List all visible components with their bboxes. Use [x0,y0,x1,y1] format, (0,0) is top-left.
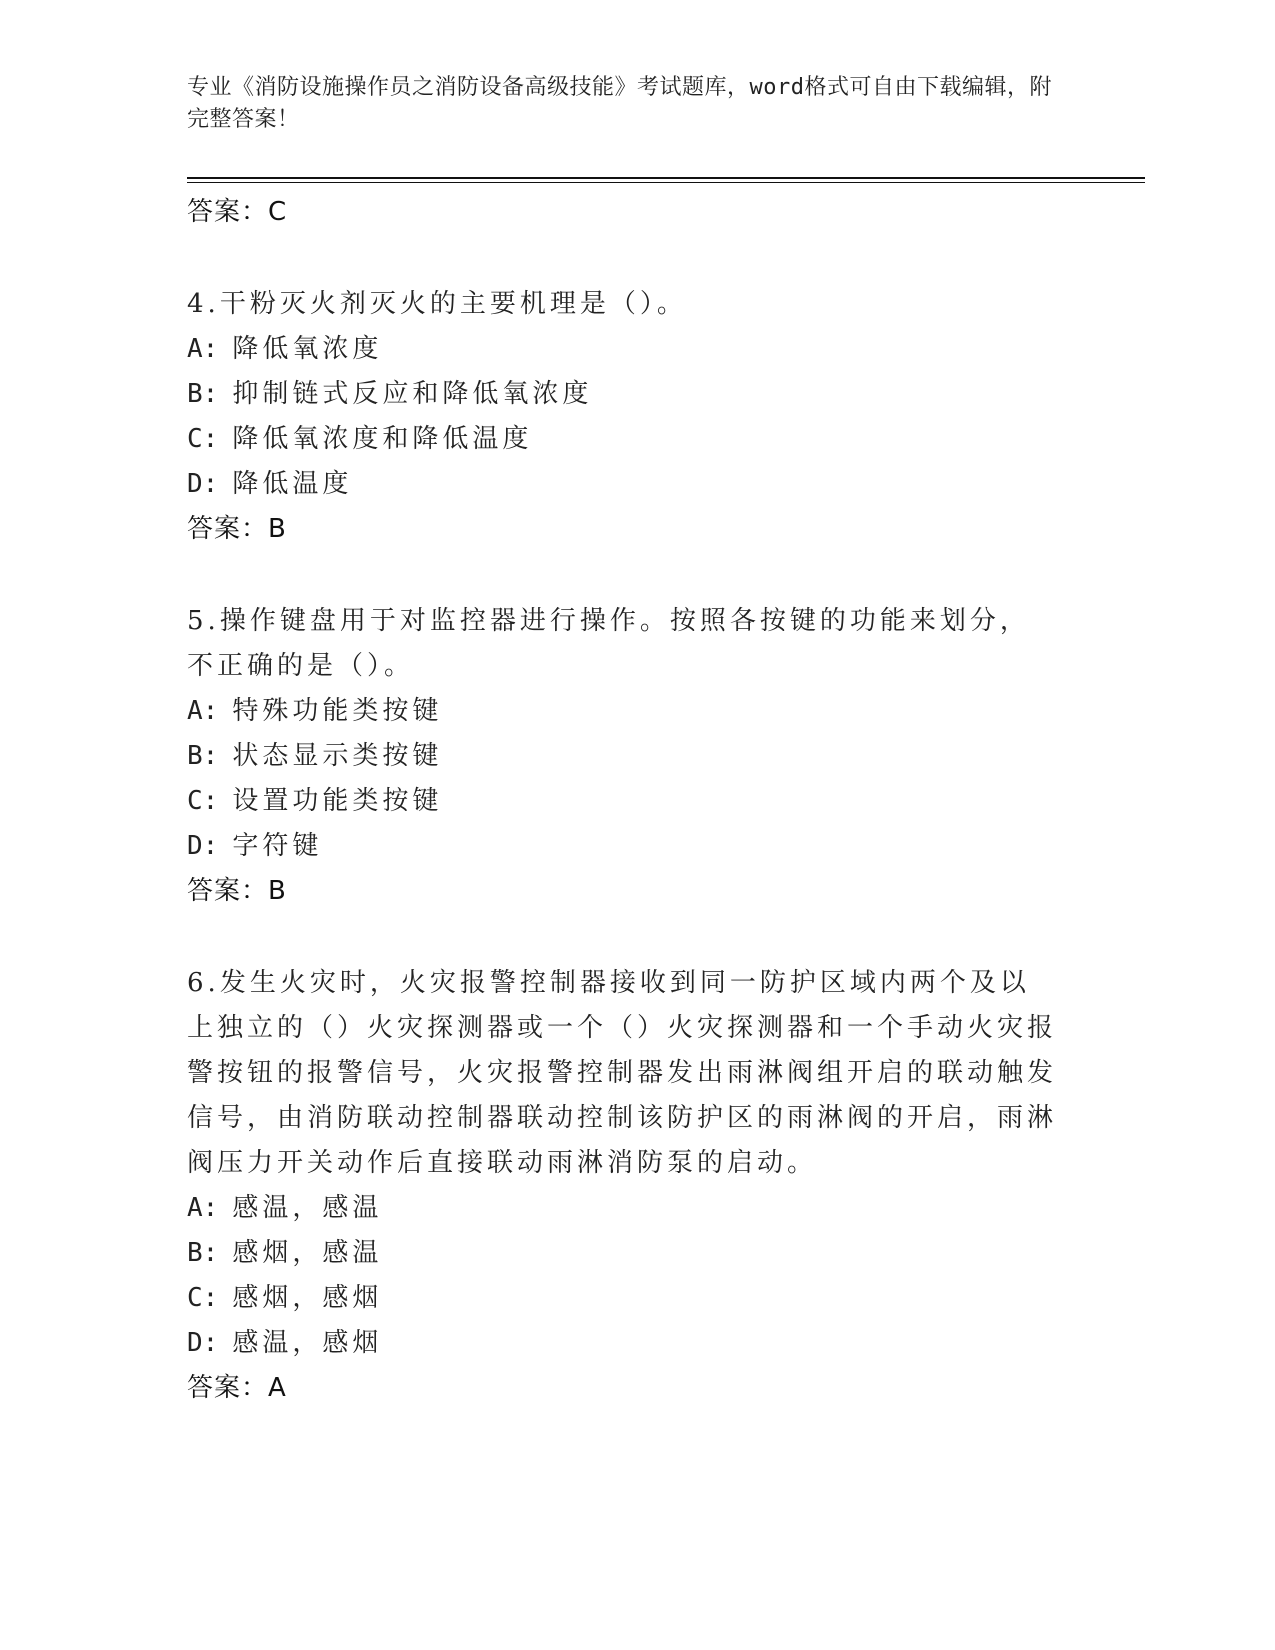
option-text: 字符键 [232,831,323,861]
answer-line [187,1366,1057,1411]
answer-label: 答案： [187,876,269,906]
option-key: C: [187,1283,219,1313]
answer-value: B [268,514,287,544]
answer-value: B [268,876,287,906]
option-key: D: [187,831,219,861]
option-text: 感温，感烟 [232,1328,383,1358]
option-c [187,779,1057,824]
answer-line [187,190,1057,235]
option-c [187,417,1057,462]
option-text: 降低氧浓度 [232,334,383,364]
header-rule-thick [187,177,1145,179]
question-text: 操作键盘用于对监控器进行操作。按照各按键的功能来划分，不正确的是（）。 [187,606,1030,681]
answer-value: C [268,197,288,227]
option-text: 设置功能类按键 [232,786,443,816]
answer-line [187,869,1057,914]
option-c [187,1276,1057,1321]
answer-value: A [268,1373,287,1403]
option-key: B: [187,379,219,409]
question-content [187,190,1057,1411]
option-a [187,327,1057,372]
option-d [187,462,1057,507]
option-key: B: [187,1238,219,1268]
question-number: 4. [187,289,220,319]
option-key: D: [187,469,219,499]
document-header: 专业《消防设施操作员之消防设备高级技能》考试题库，word格式可自由下载编辑，附完整答案！ [187,75,1052,132]
option-text: 特殊功能类按键 [232,696,443,726]
answer-label: 答案： [187,197,269,227]
spacer [187,552,1057,599]
option-key: A: [187,1193,219,1223]
option-text: 降低氧浓度和降低温度 [232,424,533,454]
question-number: 6. [187,968,220,998]
option-text: 感烟，感温 [232,1238,383,1268]
question-stem [187,282,1057,327]
question-text: 干粉灭火剂灭火的主要机理是（）。 [219,289,687,319]
option-text: 感温，感温 [232,1193,383,1223]
option-key: B: [187,741,219,771]
option-d [187,824,1057,869]
option-key: A: [187,696,219,726]
option-b [187,734,1057,779]
option-d [187,1321,1057,1366]
spacer [187,235,1057,282]
option-key: A: [187,334,219,364]
option-a [187,1186,1057,1231]
answer-line [187,507,1057,552]
option-key: C: [187,786,219,816]
question-number: 5. [187,606,220,636]
header-rule-thin [187,182,1145,183]
question-block [187,961,1057,1411]
option-text: 状态显示类按键 [232,741,443,771]
question-stem [187,961,1057,1186]
option-key: D: [187,1328,219,1358]
option-b [187,372,1057,417]
question-block [187,599,1057,914]
option-text: 抑制链式反应和降低氧浓度 [232,379,593,409]
question-block [187,282,1057,552]
answer-label: 答案： [187,1373,269,1403]
spacer [187,914,1057,961]
option-text: 感烟，感烟 [232,1283,383,1313]
answer-label: 答案： [187,514,269,544]
option-b [187,1231,1057,1276]
option-key: C: [187,424,219,454]
option-text: 降低温度 [232,469,353,499]
question-stem [187,599,1057,689]
option-a [187,689,1057,734]
question-text: 发生火灾时，火灾报警控制器接收到同一防护区域内两个及以上独立的（）火灾探测器或一个（）火灾探测器和一个手动火灾报警按钮的报警信号，火灾报警控制器发出雨淋阀组开启的联动触发信号，由消防联动控制器联动控制该防护区的雨淋阀的开启，雨淋阀压力开关动作后直接联动雨淋消防泵的启动。 [187,968,1058,1178]
